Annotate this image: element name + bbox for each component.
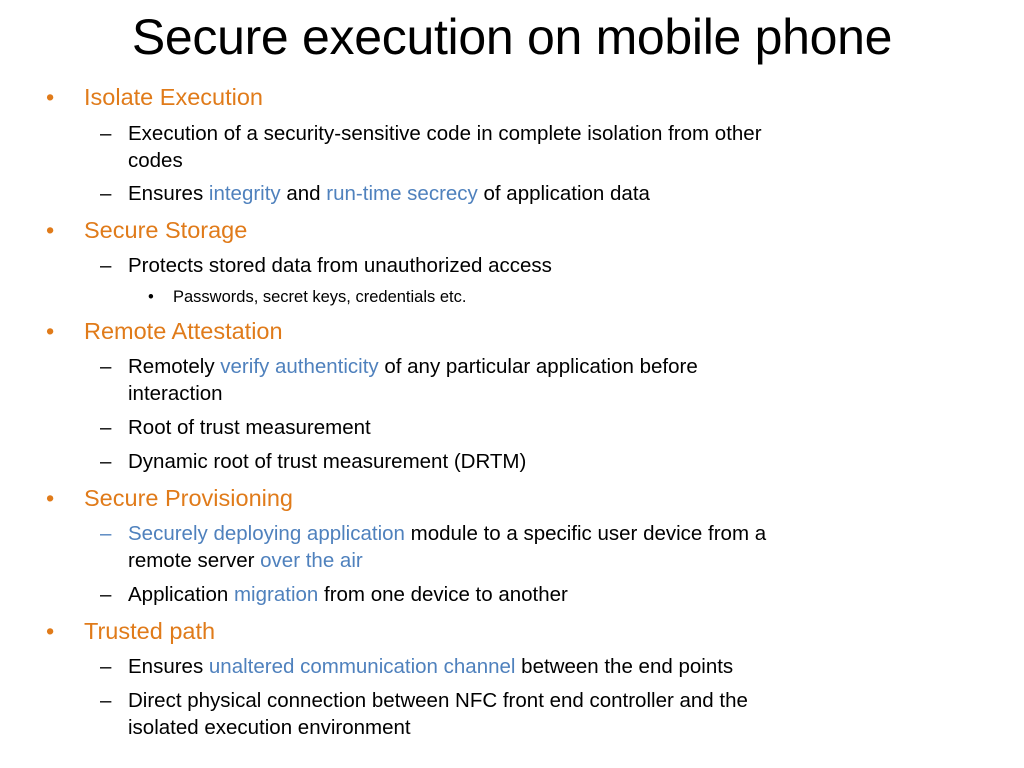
section-heading: Isolate Execution — [84, 84, 263, 110]
bullet-icon: • — [46, 618, 55, 644]
section-heading: Secure Provisioning — [84, 485, 293, 511]
item-text: Direct physical connection between NFC front end controller and the isolated execution environment — [128, 689, 748, 739]
bullet-icon: • — [46, 217, 55, 243]
bullet-icon: • — [46, 84, 55, 110]
item-text: Securely deploying application module to a specific user device from a remote server over the air — [128, 522, 767, 572]
item-text: Passwords, secret keys, credentials etc. — [173, 288, 467, 306]
slide-title: Secure execution on mobile phone — [131, 9, 893, 65]
item-text: Protects stored data from unauthorized access — [128, 254, 552, 277]
item-text: Application migration from one device to another — [128, 583, 568, 606]
dash-icon: – — [100, 450, 112, 473]
dash-icon: – — [100, 522, 112, 545]
item-text: Dynamic root of trust measurement (DRTM) — [128, 450, 527, 473]
bullet-icon: • — [148, 288, 154, 306]
bullet-icon: • — [46, 318, 55, 344]
section-heading: Secure Storage — [84, 217, 248, 243]
dash-icon: – — [100, 182, 112, 205]
dash-icon: – — [100, 122, 112, 145]
section-heading: Trusted path — [84, 618, 216, 644]
dash-icon: – — [100, 355, 112, 378]
item-text: Ensures integrity and run-time secrecy of application data — [128, 182, 650, 205]
dash-icon: – — [100, 689, 112, 712]
dash-icon: – — [100, 416, 112, 439]
item-text: Ensures unaltered communication channel between the end points — [128, 655, 734, 678]
item-text: Root of trust measurement — [128, 416, 371, 439]
item-text: Remotely verify authenticity of any particular application before interaction — [128, 355, 698, 405]
dash-icon: – — [100, 583, 112, 606]
dash-icon: – — [100, 655, 112, 678]
bullet-icon: • — [46, 485, 55, 511]
dash-icon: – — [100, 254, 112, 277]
item-text: Execution of a security-sensitive code in complete isolation from other codes — [128, 122, 762, 172]
section-heading: Remote Attestation — [84, 318, 283, 344]
